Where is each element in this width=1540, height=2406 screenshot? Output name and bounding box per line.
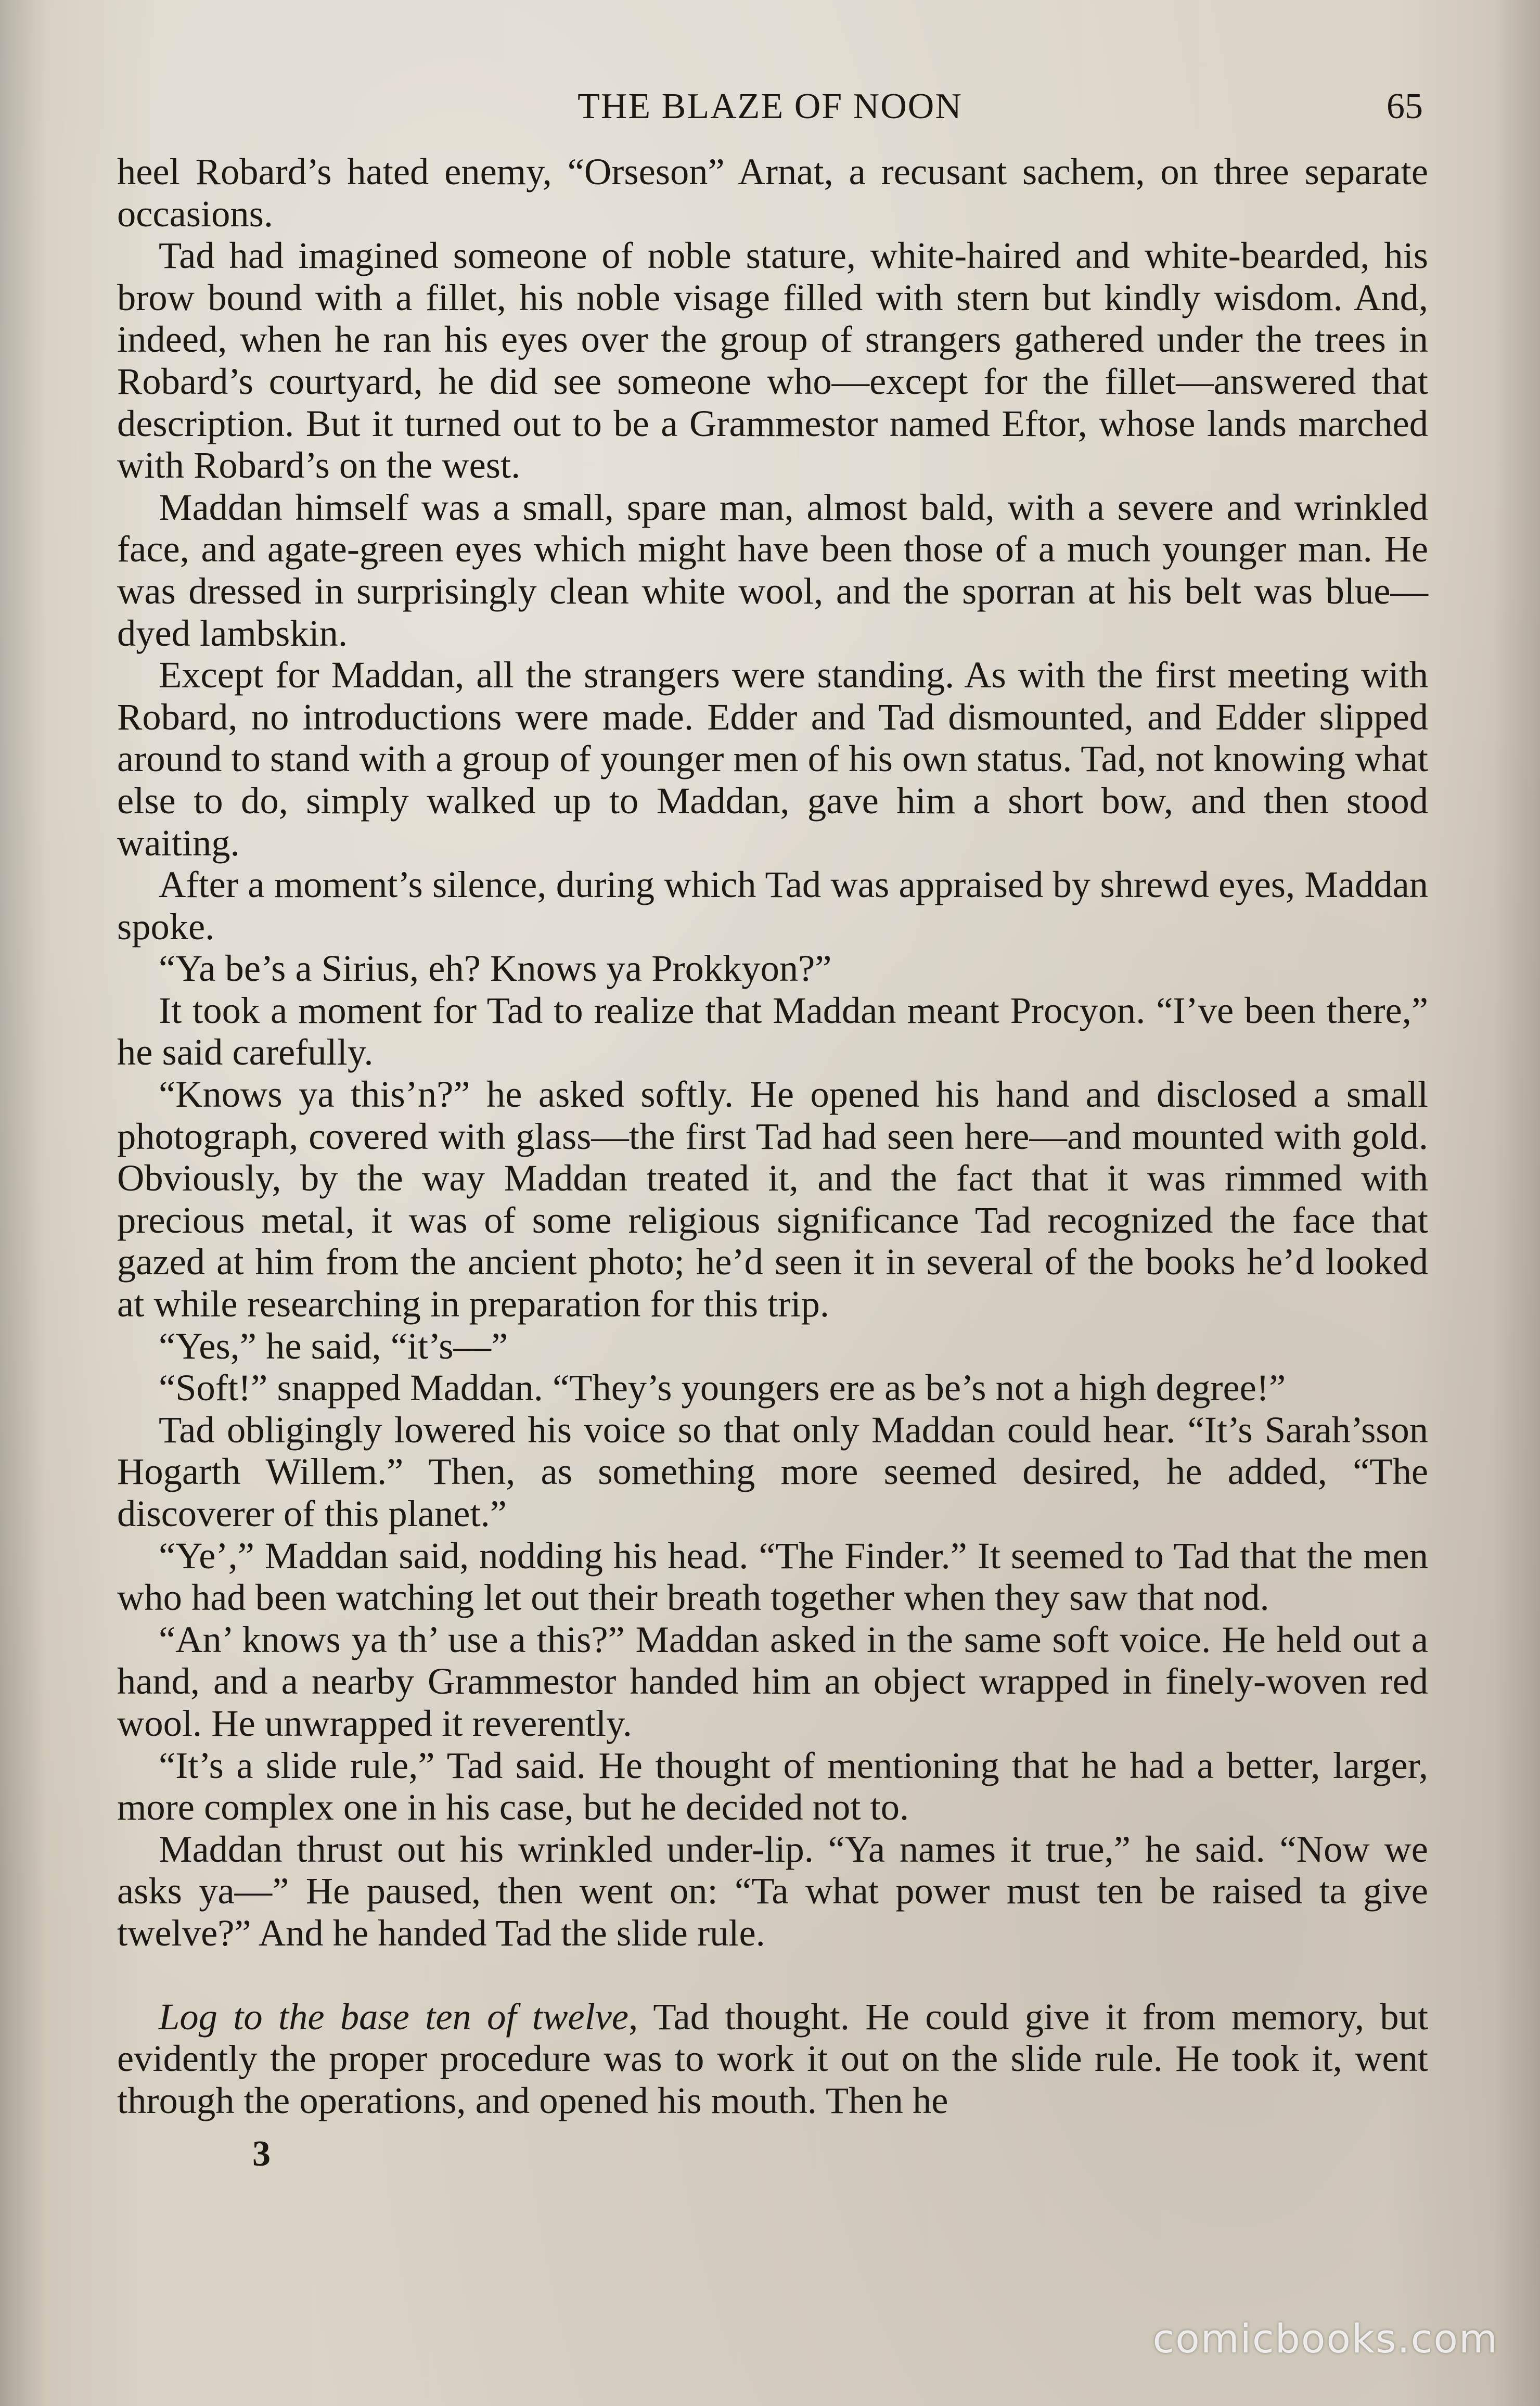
paragraph: After a moment’s silence, during which Tad was appraised by shrewd eyes, Maddan spoke. — [117, 863, 1428, 948]
paragraph: Except for Maddan, all the strangers were standing. As with the first meeting with Robard, no introductions were made. Edder and Tad dismounted, and Edder slipped around to stand with a group of younger men of his own status. Tad, not knowing what else to do, simply walked up to Maddan, gave him a short bow, and then stood waiting. — [117, 654, 1428, 864]
final-paragraph — [117, 1996, 1428, 2122]
body-text — [117, 151, 1428, 2121]
paragraph: “Yes,” he said, “it’s—” — [159, 1324, 508, 1367]
watermark: comicbooks.com — [1152, 2315, 1498, 2362]
paragraph: Maddan thrust out his wrinkled under-lip. “Ya names it true,” he said. “Now we asks ya—” He paused, then went on: “Ta what power must ten be raised ta give twelve?” And he handed Tad the slide rule. — [117, 1827, 1428, 1954]
paragraph: “Ye’,” Maddan said, nodding his head. “The Finder.” It seemed to Tad that the men who had been watching let out their breath together when they saw that nod. — [117, 1534, 1428, 1619]
paragraph: “Ya be’s a Sirius, eh? Knows ya Prokkyon?” — [159, 947, 832, 990]
paragraph: heel Robard’s hated enemy, “Orseson” Arnat, a recusant sachem, on three separate occasions. — [117, 150, 1428, 235]
signature-mark: 3 — [252, 2134, 271, 2174]
paragraph: Tad obligingly lowered his voice so that only Maddan could hear. “It’s Sarah’sson Hogarth Willem.” Then, as something more seemed desired, he added, “The discoverer of this planet.” — [117, 1408, 1428, 1534]
paragraph: “It’s a slide rule,” Tad said. He thought of mentioning that he had a better, larger, more complex one in his case, but he decided not to. — [117, 1744, 1428, 1828]
paragraph: “Soft!” snapped Maddan. “They’s youngers ere as be’s not a high degree!” — [159, 1366, 1286, 1409]
paragraph: “Knows ya this’n?” he asked softly. He opened his hand and disclosed a small photograph, covered with glass—the first Tad had seen here—and mounted with gold. Obviously, by the way Maddan treated it, and the fact that it was rimmed with precious metal, it was of some religious significance Tad recognized the face that gazed at him from the ancient photo; he’d seen it in several of the books he’d looked at while researching in preparation for this trip. — [117, 1073, 1428, 1325]
paragraph: Maddan himself was a small, spare man, almost bald, with a severe and wrinkled face, and agate-green eyes which might have been those of a much younger man. He was dressed in surprisingly clean white wool, and the sporran at his belt was blue—dyed lambskin. — [117, 485, 1428, 654]
paragraph: It took a moment for Tad to realize that Maddan meant Procyon. “I’ve been there,” he said carefully. — [117, 989, 1428, 1073]
paragraph: Tad had imagined someone of noble stature, white-haired and white-bearded, his brow bound with a fillet, his noble visage filled with stern but kindly wisdom. And, indeed, when he ran his eyes over the group of strangers gathered under the trees in Robard’s courtyard, he did see someone who—except for the fillet—answered that description. But it turned out to be a Grammestor named Eftor, whose lands marched with Robard’s on the west. — [117, 234, 1428, 487]
final-paragraph-text: , Tad thought. He could give it from memory, but evidently the proper procedure was to work it out on the slide rule. He took it, went through the operations, and opened his mouth. Then he — [117, 1995, 1428, 2121]
page-header — [0, 78, 1540, 135]
page-number: 65 — [1387, 86, 1423, 126]
paragraph: “An’ knows ya th’ use a this?” Maddan asked in the same soft voice. He held out a hand, and a nearby Grammestor handed him an object wrapped in finely-woven red wool. He unwrapped it reverently. — [117, 1618, 1428, 1744]
italic-phrase: Log to the base ten of twelve — [159, 1995, 629, 2038]
running-head: THE BLAZE OF NOON — [578, 86, 962, 126]
